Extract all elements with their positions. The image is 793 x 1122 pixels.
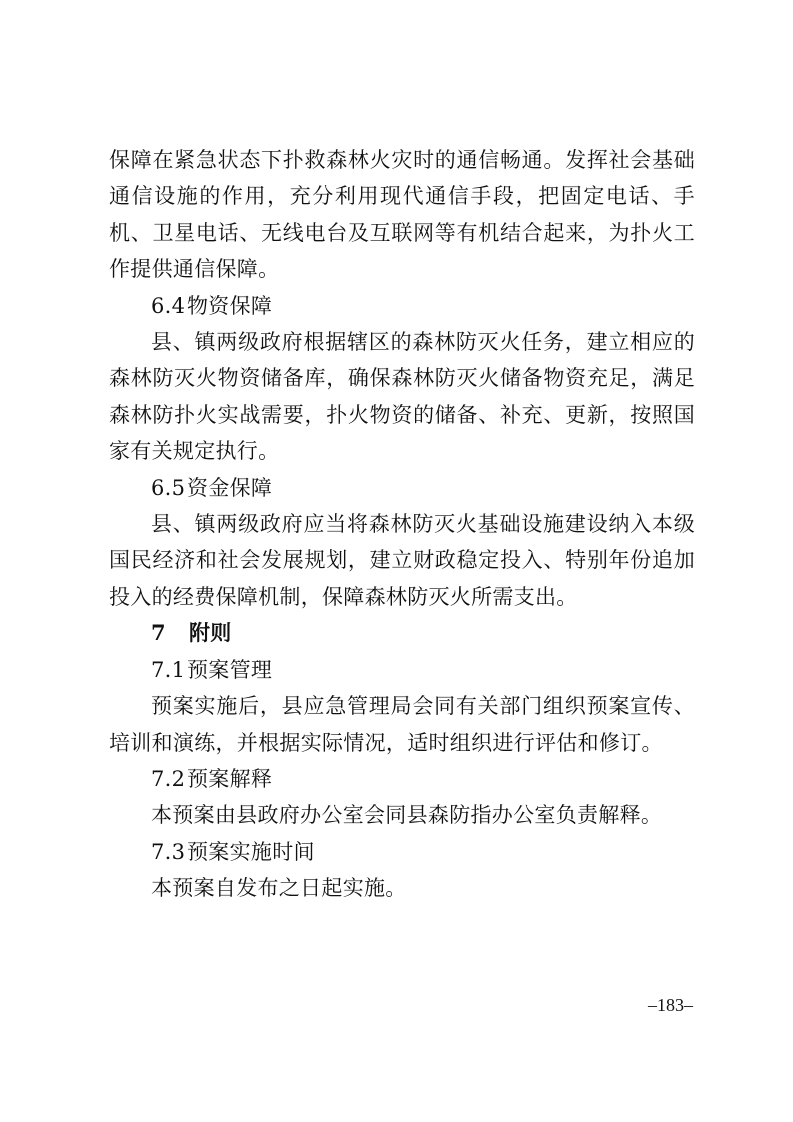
section-number: 6.4 — [151, 293, 186, 318]
page-number: –183– — [648, 995, 693, 1015]
section-title: 预案实施时间 — [187, 839, 315, 864]
section-number: 7.1 — [151, 657, 186, 682]
section-heading-7-1 — [109, 652, 695, 688]
paragraph-effective-date: 本预案自发布之日起实施。 — [151, 876, 407, 901]
section-number: 6.5 — [151, 475, 186, 500]
section-title: 资金保障 — [187, 475, 273, 500]
section-heading-7-3 — [109, 834, 695, 870]
document-body — [109, 142, 695, 907]
paragraph-materials: 县、镇两级政府根据辖区的森林防灭火任务，建立相应的森林防灭火物资储备库，确保森林防灭火储备物资充足，满足森林防扑火实战需要，扑火物资的储备、补充、更新，按照国家有关规定执行。 — [109, 330, 695, 464]
chapter-number: 7 — [151, 620, 166, 646]
chapter-title: 附则 — [189, 620, 232, 646]
section-heading-6-5 — [109, 470, 695, 506]
paragraph-communications-continued: 保障在紧急状态下扑救森林火灾时的通信畅通。发挥社会基础通信设施的作用，充分利用现代通信手段，把固定电话、手机、卫星电话、无线电台及互联网等有机结合起来，为扑火工作提供通信保障。 — [109, 148, 695, 282]
paragraph-funding: 县、镇两级政府应当将森林防灭火基础设施建设纳入本级国民经济和社会发展规划，建立财政稳定投入、特别年份追加投入的经费保障机制，保障森林防灭火所需支出。 — [109, 512, 695, 609]
section-title: 预案解释 — [187, 766, 273, 791]
section-number: 7.2 — [151, 766, 186, 791]
section-title: 预案管理 — [187, 657, 273, 682]
paragraph-plan-interpretation: 本预案由县政府办公室会同县森防指办公室负责解释。 — [151, 803, 663, 828]
section-number: 7.3 — [151, 839, 186, 864]
section-title: 物资保障 — [187, 293, 273, 318]
paragraph-plan-management: 预案实施后，县应急管理局会同有关部门组织预案宣传、培训和演练，并根据实际情况，适时组织进行评估和修订。 — [109, 694, 695, 755]
section-heading-6-4 — [109, 288, 695, 324]
section-heading-7-2 — [109, 761, 695, 797]
chapter-heading-7 — [109, 615, 695, 651]
